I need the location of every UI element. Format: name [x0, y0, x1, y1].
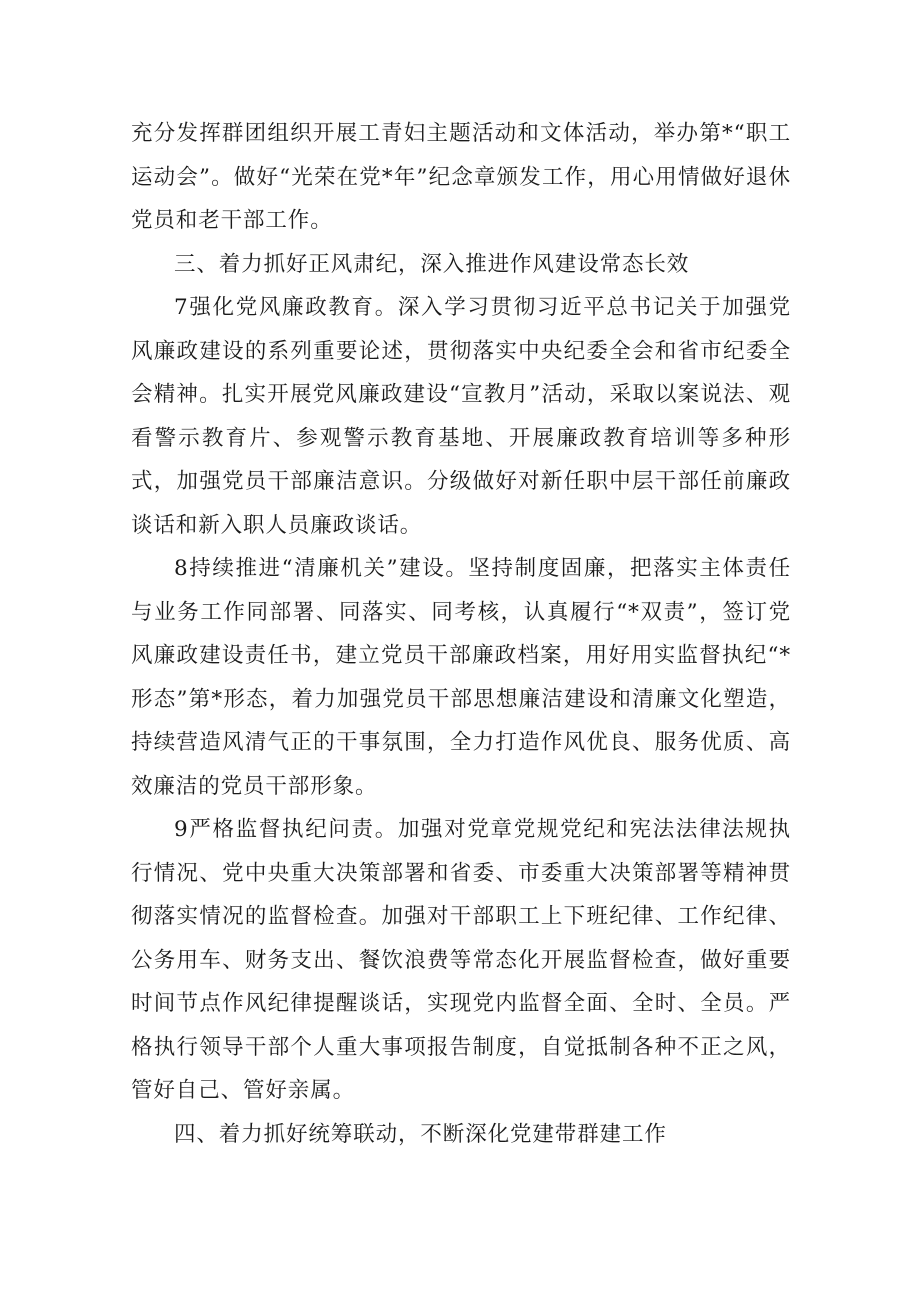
section-heading-four: 四、着力抓好统筹联动，不断深化党建带群建工作 [174, 1121, 667, 1147]
section-heading-three: 三、着力抓好正风肃纪，深入推进作风建设常态长效 [174, 251, 690, 277]
paragraph-continuation: 充分发挥群团组织开展工青妇主题活动和文体活动，举办第*“职工运动会”。做好“光荣在党*年”纪念章颁发工作，用心用情做好退休党员和老干部工作。 [131, 121, 791, 233]
document-body [131, 112, 791, 1156]
paragraph-item-8: 8持续推进“清廉机关”建设。坚持制度固廉，把落实主体责任与业务工作同部署、同落实、同考核，认真履行“*双责”，签订党风廉政建设责任书，建立党员干部廉政档案，用好用实监督执纪“*形态”第*形态，着力加强党员干部思想廉洁建设和清廉文化塑造，持续营造风清气正的干事氛围，全力打造作风优良、服务优质、高效廉洁的党员干部形象。 [131, 556, 791, 799]
paragraph-item-7: 7强化党风廉政教育。深入学习贯彻习近平总书记关于加强党风廉政建设的系列重要论述，贯彻落实中央纪委全会和省市纪委全会精神。扎实开展党风廉政建设“宣教月”活动，采取以案说法、观看警示教育片、参观警示教育基地、开展廉政教育培训等多种形式，加强党员干部廉洁意识。分级做好对新任职中层干部任前廉政谈话和新入职人员廉政谈话。 [131, 295, 791, 538]
paragraph-item-9: 9严格监督执纪问责。加强对党章党规党纪和宪法法律法规执行情况、党中央重大决策部署和省委、市委重大决策部署等精神贯彻落实情况的监督检查。加强对干部职工上下班纪律、工作纪律、公务用车、财务支出、餐饮浪费等常态化开展监督检查，做好重要时间节点作风纪律提醒谈话，实现党内监督全面、全时、全员。严格执行领导干部个人重大事项报告制度，自觉抵制各种不正之风，管好自己、管好亲属。 [131, 817, 791, 1103]
